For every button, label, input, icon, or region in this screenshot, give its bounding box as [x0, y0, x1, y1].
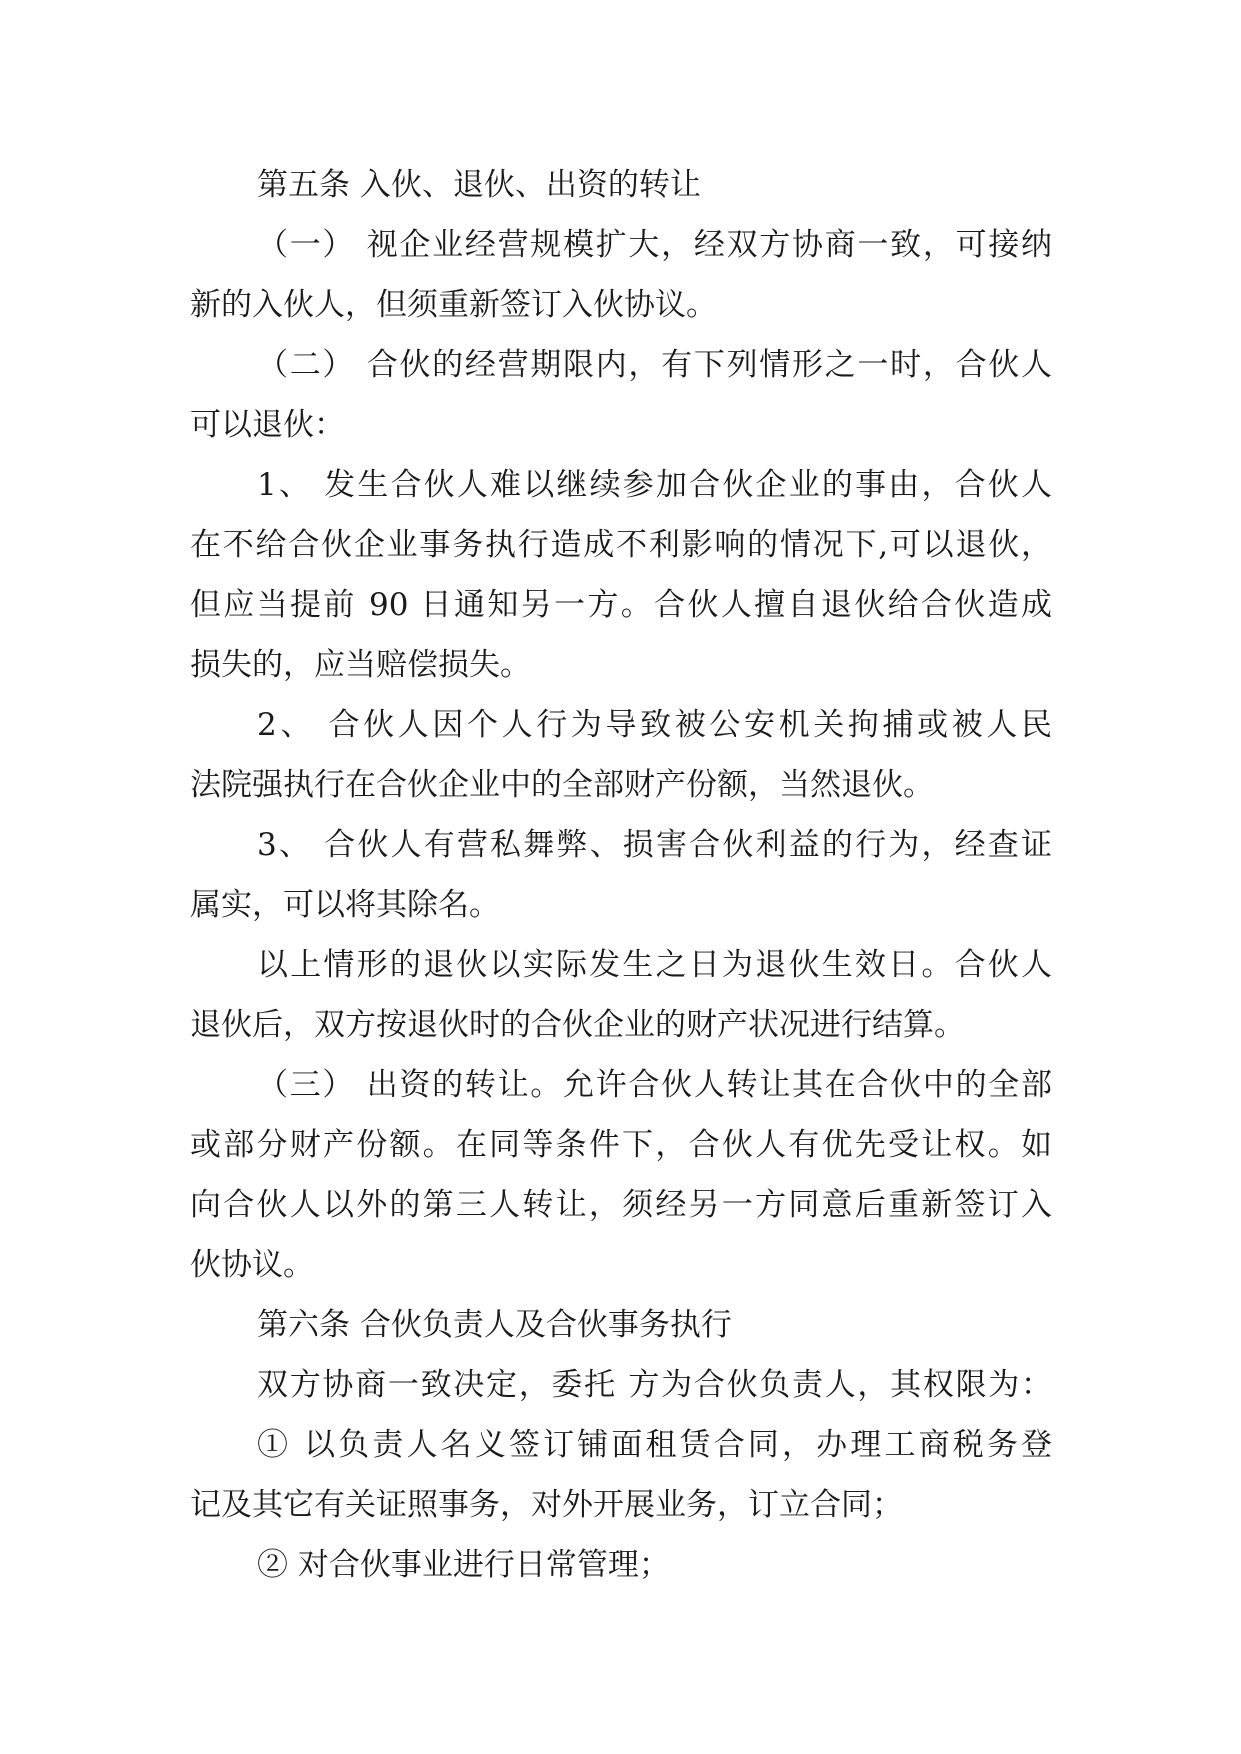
- text-line-20: 第六条 合伙负责人及合伙事务执行: [257, 1307, 732, 1343]
- text-line-12: 3、 合伙人有营私舞弊、损害合伙利益的行为，经查证: [257, 827, 1052, 863]
- text-line-1: 第五条 入伙、退伙、出资的转让: [257, 167, 701, 203]
- text-line-13: 属实，可以将其除名。: [190, 887, 500, 923]
- text-line-17: 或部分财产份额。在同等条件下，合伙人有优先受让权。如: [190, 1127, 1052, 1163]
- text-line-24: ② 对合伙事业进行日常管理；: [257, 1547, 670, 1583]
- text-line-4: （二） 合伙的经营期限内，有下列情形之一时，合伙人: [257, 347, 1052, 383]
- text-line-3: 新的入伙人，但须重新签订入伙协议。: [190, 287, 717, 323]
- text-line-2: （一） 视企业经营规模扩大，经双方协商一致，可接纳: [257, 227, 1052, 263]
- text-line-14: 以上情形的退伙以实际发生之日为退伙生效日。合伙人: [257, 947, 1052, 983]
- text-line-15: 退伙后，双方按退伙时的合伙企业的财产状况进行结算。: [190, 1007, 965, 1043]
- text-line-5: 可以退伙：: [190, 407, 345, 443]
- text-line-8: 但应当提前 90 日通知另一方。合伙人擅自退伙给合伙造成: [190, 587, 1052, 623]
- text-line-7: 在不给合伙企业事务执行造成不利影响的情况下,可以退伙，: [190, 527, 1052, 563]
- text-line-18: 向合伙人以外的第三人转让，须经另一方同意后重新签订入: [190, 1187, 1052, 1223]
- text-line-11: 法院强执行在合伙企业中的全部财产份额，当然退伙。: [190, 767, 934, 803]
- document-body: [190, 155, 1052, 1595]
- text-line-10: 2、 合伙人因个人行为导致被公安机关拘捕或被人民: [257, 707, 1052, 743]
- text-line-21: 双方协商一致决定，委托 方为合伙负责人，其权限为：: [257, 1367, 1052, 1403]
- text-line-6: 1、 发生合伙人难以继续参加合伙企业的事由，合伙人: [257, 467, 1052, 503]
- text-line-19: 伙协议。: [190, 1247, 314, 1283]
- text-line-9: 损失的，应当赔偿损失。: [190, 647, 531, 683]
- text-line-16: （三） 出资的转让。允许合伙人转让其在合伙中的全部: [257, 1067, 1052, 1103]
- text-line-23: 记及其它有关证照事务，对外开展业务，订立合同；: [190, 1487, 903, 1523]
- text-line-22: ① 以负责人名义签订铺面租赁合同，办理工商税务登: [257, 1427, 1052, 1463]
